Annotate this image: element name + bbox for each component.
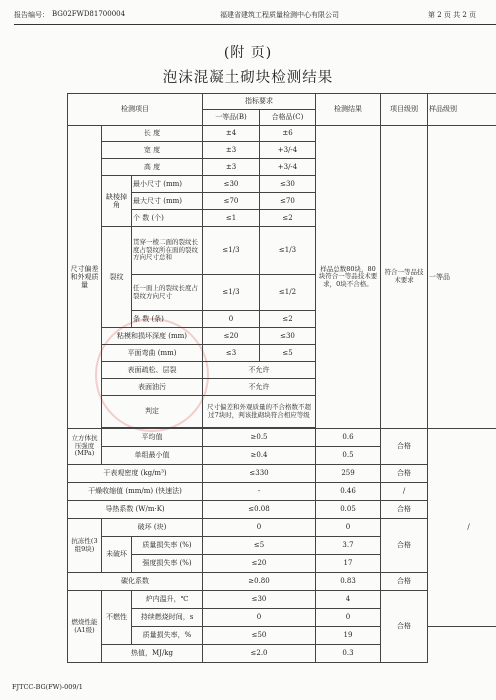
shrink-grade: / [381,483,428,501]
damage-req: 0 [203,519,316,537]
mass-loss-req: ≤5 [203,537,316,555]
density-result: 259 [316,465,381,483]
sample-grade-2: / [428,429,496,627]
temp-label: 炉内温升，℃ [132,591,203,609]
corner-count-label: 个 数 (个) [132,210,203,227]
surface-crack-req: 不允许 [203,362,316,379]
temp-result: 4 [316,591,381,609]
avg-label: 平均值 [102,429,203,447]
results-table [67,93,496,663]
oil-req: 不允许 [203,379,316,396]
strength-loss-result: 17 [316,555,381,573]
density-req: ≤330 [203,465,316,483]
head-requirement: 指标要求 [203,94,316,110]
org-name: 福建省建筑工程质量检测中心有限公司 [220,11,339,19]
strength-loss-req: ≤20 [203,555,316,573]
corner-count-c: ≤2 [260,210,316,227]
crack-count-c: ≤2 [260,311,316,328]
temp-req: ≤30 [203,591,316,609]
crack-group-label: 裂纹 [102,227,132,328]
conduct-result: 0.05 [316,501,381,519]
height-label: 高 度 [102,159,203,176]
heat-label: 热值，MJ/kg [102,645,203,663]
crack1-b: ≤1/3 [203,227,260,275]
max-size-label: 最大尺寸 (mm) [132,193,203,210]
damage-result: 0 [316,519,381,537]
fire-group-label: 燃烧性能(A1级) [68,591,102,663]
crack2-c: ≤1/2 [260,275,316,311]
corner-group-label: 缺棱掉角 [102,176,132,227]
header-rule [14,24,496,25]
max-size-b: ≤70 [203,193,260,210]
dim-item-grade: 符合一等品技术要求 [381,126,428,429]
length-c: ±6 [260,126,316,142]
length-label: 长 度 [102,126,203,142]
crack2-b: ≤1/3 [203,275,260,311]
page-info: 第 2 页 共 2 页 [428,11,477,19]
min-size-c: ≤30 [260,176,316,193]
conduct-grade: 合格 [381,501,428,519]
heat-result: 0.3 [316,645,381,663]
fire-grade: 合格 [381,591,428,663]
surface-crack-label: 表面疏松、层裂 [102,362,203,379]
undamaged-label: 未破坏 [102,537,132,573]
height-b: ±3 [203,159,260,176]
length-b: ±4 [203,126,260,142]
width-label: 宽 度 [102,142,203,159]
conduct-req: ≤0.08 [203,501,316,519]
max-size-c: ≤70 [260,193,316,210]
height-c: +3/-4 [260,159,316,176]
crack-count-b: 0 [203,311,260,328]
avg-req: ≥0.5 [203,429,316,447]
dim-result: 样品总数80块，80块符合一等品技术要求，0块不合格。 [316,126,381,429]
density-label: 干表观密度 (kg/m³) [68,465,203,483]
carbon-grade: 合格 [381,573,428,591]
appendix-title: (附 页) [223,45,273,61]
oil-label: 表面油污 [102,379,203,396]
strength-group-label: 立方体抗压强度(MPa) [68,429,102,465]
corner-count-b: ≤1 [203,210,260,227]
head-grade-c: 合格品(C) [260,110,316,126]
head-grade-b: 一等品(B) [203,110,260,126]
judge-req: 尺寸偏差和外观质量的不合格数不超过7块时，判该批砌块符合相应等级 [203,396,316,428]
head-sample-grade: 样品级别 [428,94,496,126]
frost-group-label: 抗冻性(3组9块) [68,519,102,573]
min-label: 单组最小值 [102,447,203,465]
frost-grade: 合格 [381,519,428,573]
dim-group-label: 尺寸偏差和外观质量 [68,126,102,429]
carbon-label: 碳化系数 [68,573,203,591]
flame-req: 0 [203,609,316,627]
noncomb-label: 不燃性 [102,591,132,645]
strength-loss-label: 强度损失率 (%) [132,555,203,573]
crush-b: ≤20 [203,328,260,345]
report-no: BG02FWD81700004 [52,10,126,18]
carbon-req: ≥0.80 [203,573,316,591]
min-req: ≥0.4 [203,447,316,465]
mass-loss-label: 质量损失率 (%) [132,537,203,555]
mass-loss2-result: 19 [316,627,381,645]
footer-code: FJTCC-BG(FW)-009/1 [12,683,83,691]
report-no-label: 报告编号： [14,11,49,19]
head-item: 检测项目 [68,94,203,126]
width-b: ±3 [203,142,260,159]
flat-label: 平面弯曲 (mm) [102,345,203,362]
judge-label: 判定 [102,396,203,428]
density-grade: 合格 [381,465,428,483]
crack2-label: 任一面上的裂纹长度占裂纹方向尺寸 [132,275,203,311]
shrink-result: 0.46 [316,483,381,501]
crack1-c: ≤1/3 [260,227,316,275]
flame-result: 0 [316,609,381,627]
mass-loss-result: 3.7 [316,537,381,555]
mass-loss2-req: ≤50 [203,627,316,645]
crack-count-label: 条 数 (条) [132,311,203,328]
carbon-result: 0.83 [316,573,381,591]
crack1-label: 贯穿一棱二面的裂纹长度占裂纹所在面的裂纹方向尺寸总和 [132,227,203,275]
main-title: 泡沫混凝土砌块检测结果 [162,70,334,86]
sample-grade: 一等品 [428,126,496,429]
avg-result: 0.6 [316,429,381,447]
min-size-label: 最小尺寸 (mm) [132,176,203,193]
strength-grade: 合格 [381,429,428,465]
flat-b: ≤3 [203,345,260,362]
crush-label: 粘模和损坏深度 (mm) [102,328,203,345]
heat-req: ≤2.0 [203,645,316,663]
mass-loss2-label: 质量损失率，% [132,627,203,645]
flame-label: 持续燃烧时间，s [132,609,203,627]
width-c: +3/-4 [260,142,316,159]
min-size-b: ≤30 [203,176,260,193]
conduct-label: 导热系数 (W/m·K) [68,501,203,519]
shrink-label: 干燥收缩值 (mm/m) (快速法) [68,483,203,501]
damage-label: 破坏 (块) [102,519,203,537]
shrink-req: - [203,483,316,501]
page-header [14,8,496,22]
crush-c: ≤30 [260,328,316,345]
flat-c: ≤5 [260,345,316,362]
head-item-grade: 项目级别 [381,94,428,126]
head-result: 检测结果 [316,94,381,126]
min-result: 0.5 [316,447,381,465]
